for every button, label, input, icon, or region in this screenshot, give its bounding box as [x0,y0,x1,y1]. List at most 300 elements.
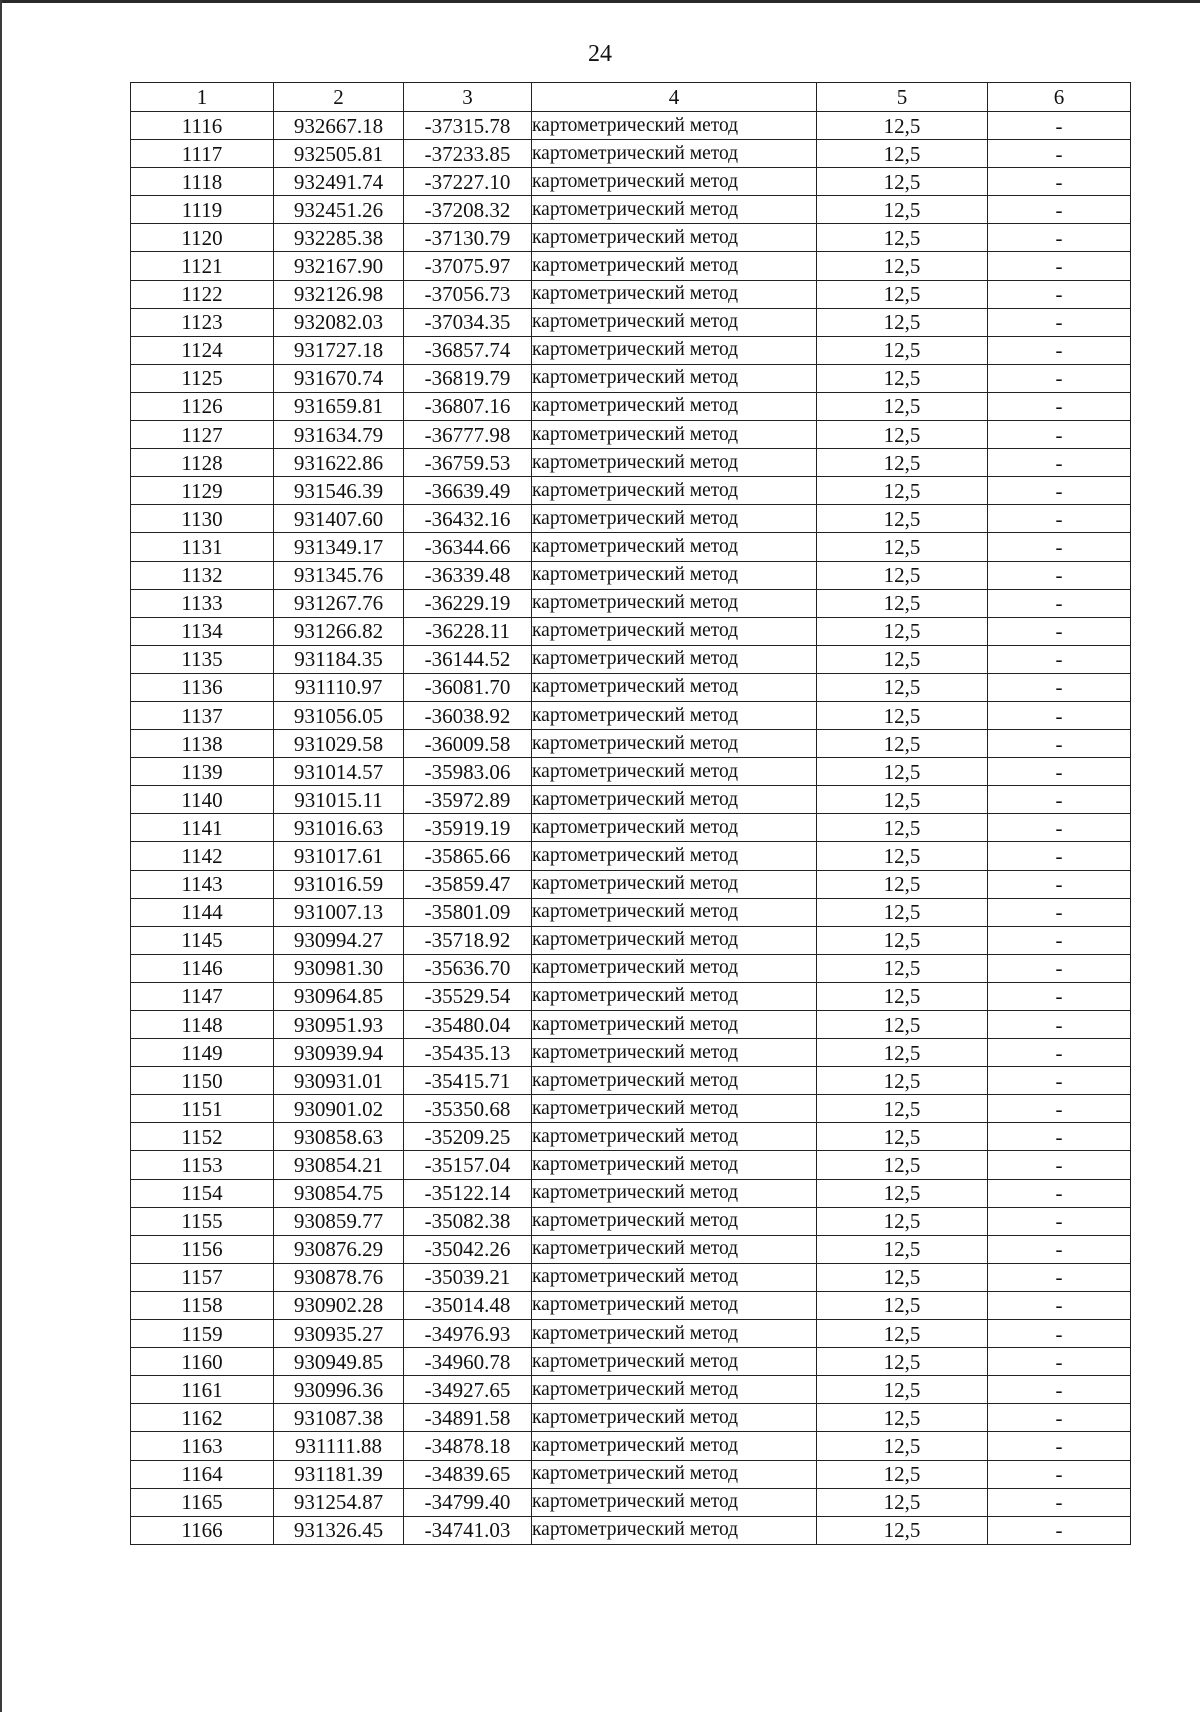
table-row [131,561,1131,589]
cell-note: - [988,1348,1131,1376]
cell-x-coordinate: 932491.74 [274,168,404,196]
cell-method: картометрический метод [532,280,817,308]
cell-accuracy: 12,5 [817,589,988,617]
cell-y-coordinate: -35415.71 [404,1067,532,1095]
cell-note: - [988,758,1131,786]
cell-accuracy: 12,5 [817,617,988,645]
table-row [131,421,1131,449]
cell-note: - [988,1095,1131,1123]
table-header [131,83,1131,112]
cell-point-number: 1129 [131,477,274,505]
cell-x-coordinate: 931659.81 [274,392,404,420]
cell-method: картометрический метод [532,1123,817,1151]
table-row [131,1235,1131,1263]
table-row [131,477,1131,505]
coordinates-table [130,82,1131,1545]
cell-accuracy: 12,5 [817,814,988,842]
cell-x-coordinate: 932167.90 [274,252,404,280]
column-header-3: 3 [404,83,532,112]
cell-method: картометрический метод [532,870,817,898]
table-row [131,1488,1131,1516]
cell-point-number: 1147 [131,982,274,1010]
cell-accuracy: 12,5 [817,645,988,673]
table-row [131,1011,1131,1039]
header-row [131,83,1131,112]
cell-method: картометрический метод [532,645,817,673]
cell-accuracy: 12,5 [817,1291,988,1319]
cell-point-number: 1137 [131,701,274,729]
cell-note: - [988,505,1131,533]
cell-note: - [988,926,1131,954]
cell-y-coordinate: -34799.40 [404,1488,532,1516]
cell-method: картометрический метод [532,673,817,701]
cell-x-coordinate: 930951.93 [274,1011,404,1039]
cell-y-coordinate: -35801.09 [404,898,532,926]
cell-y-coordinate: -36759.53 [404,449,532,477]
cell-note: - [988,617,1131,645]
cell-accuracy: 12,5 [817,1488,988,1516]
column-header-4: 4 [532,83,817,112]
cell-point-number: 1116 [131,112,274,140]
cell-method: картометрический метод [532,758,817,786]
cell-y-coordinate: -37233.85 [404,140,532,168]
cell-accuracy: 12,5 [817,1039,988,1067]
cell-note: - [988,1151,1131,1179]
cell-method: картометрический метод [532,1151,817,1179]
cell-note: - [988,870,1131,898]
cell-method: картометрический метод [532,252,817,280]
cell-accuracy: 12,5 [817,1516,988,1544]
cell-point-number: 1162 [131,1404,274,1432]
cell-note: - [988,730,1131,758]
table-row [131,1348,1131,1376]
cell-y-coordinate: -35039.21 [404,1263,532,1291]
cell-x-coordinate: 931345.76 [274,561,404,589]
cell-method: картометрический метод [532,589,817,617]
cell-accuracy: 12,5 [817,842,988,870]
cell-method: картометрический метод [532,1516,817,1544]
table-row [131,1460,1131,1488]
cell-method: картометрический метод [532,392,817,420]
cell-x-coordinate: 930859.77 [274,1207,404,1235]
cell-method: картометрический метод [532,926,817,954]
cell-note: - [988,842,1131,870]
cell-note: - [988,1179,1131,1207]
cell-method: картометрический метод [532,1291,817,1319]
cell-point-number: 1143 [131,870,274,898]
cell-method: картометрический метод [532,308,817,336]
cell-note: - [988,1320,1131,1348]
cell-x-coordinate: 931111.88 [274,1432,404,1460]
cell-x-coordinate: 931727.18 [274,336,404,364]
cell-y-coordinate: -36038.92 [404,701,532,729]
cell-note: - [988,140,1131,168]
table-row [131,1404,1131,1432]
cell-x-coordinate: 931056.05 [274,701,404,729]
cell-x-coordinate: 930949.85 [274,1348,404,1376]
cell-method: картометрический метод [532,533,817,561]
cell-x-coordinate: 932667.18 [274,112,404,140]
cell-y-coordinate: -35529.54 [404,982,532,1010]
cell-method: картометрический метод [532,477,817,505]
cell-point-number: 1139 [131,758,274,786]
cell-accuracy: 12,5 [817,1460,988,1488]
cell-point-number: 1136 [131,673,274,701]
cell-accuracy: 12,5 [817,421,988,449]
cell-note: - [988,561,1131,589]
cell-y-coordinate: -34839.65 [404,1460,532,1488]
cell-note: - [988,336,1131,364]
cell-point-number: 1133 [131,589,274,617]
table-row [131,112,1131,140]
cell-y-coordinate: -35865.66 [404,842,532,870]
cell-method: картометрический метод [532,336,817,364]
cell-x-coordinate: 931015.11 [274,786,404,814]
cell-point-number: 1163 [131,1432,274,1460]
table-row [131,870,1131,898]
cell-x-coordinate: 930939.94 [274,1039,404,1067]
cell-note: - [988,1376,1131,1404]
cell-method: картометрический метод [532,1011,817,1039]
cell-y-coordinate: -35122.14 [404,1179,532,1207]
cell-note: - [988,449,1131,477]
cell-accuracy: 12,5 [817,561,988,589]
cell-accuracy: 12,5 [817,1095,988,1123]
cell-x-coordinate: 931267.76 [274,589,404,617]
cell-method: картометрический метод [532,421,817,449]
cell-accuracy: 12,5 [817,252,988,280]
cell-accuracy: 12,5 [817,196,988,224]
cell-method: картометрический метод [532,168,817,196]
cell-method: картометрический метод [532,617,817,645]
cell-x-coordinate: 931016.59 [274,870,404,898]
cell-accuracy: 12,5 [817,701,988,729]
cell-method: картометрический метод [532,1320,817,1348]
cell-x-coordinate: 931087.38 [274,1404,404,1432]
cell-x-coordinate: 930854.75 [274,1179,404,1207]
cell-point-number: 1123 [131,308,274,336]
cell-accuracy: 12,5 [817,505,988,533]
cell-method: картометрический метод [532,1404,817,1432]
table-row [131,589,1131,617]
table-row [131,1151,1131,1179]
cell-x-coordinate: 930994.27 [274,926,404,954]
scan-edge-left [0,0,2,1712]
cell-method: картометрический метод [532,1207,817,1235]
cell-y-coordinate: -37056.73 [404,280,532,308]
cell-note: - [988,364,1131,392]
cell-x-coordinate: 932505.81 [274,140,404,168]
cell-note: - [988,898,1131,926]
cell-accuracy: 12,5 [817,140,988,168]
table-row [131,673,1131,701]
table-row [131,898,1131,926]
cell-note: - [988,1432,1131,1460]
cell-note: - [988,814,1131,842]
cell-accuracy: 12,5 [817,1151,988,1179]
cell-point-number: 1141 [131,814,274,842]
cell-y-coordinate: -36777.98 [404,421,532,449]
cell-point-number: 1155 [131,1207,274,1235]
cell-x-coordinate: 931349.17 [274,533,404,561]
table-row [131,1179,1131,1207]
cell-accuracy: 12,5 [817,1067,988,1095]
cell-point-number: 1134 [131,617,274,645]
cell-point-number: 1128 [131,449,274,477]
cell-point-number: 1120 [131,224,274,252]
cell-x-coordinate: 932082.03 [274,308,404,336]
cell-point-number: 1149 [131,1039,274,1067]
table-row [131,280,1131,308]
cell-note: - [988,112,1131,140]
cell-note: - [988,786,1131,814]
cell-y-coordinate: -35209.25 [404,1123,532,1151]
table-row [131,814,1131,842]
cell-y-coordinate: -35972.89 [404,786,532,814]
cell-x-coordinate: 931326.45 [274,1516,404,1544]
cell-point-number: 1150 [131,1067,274,1095]
table-row [131,701,1131,729]
cell-point-number: 1154 [131,1179,274,1207]
cell-method: картометрический метод [532,982,817,1010]
cell-note: - [988,589,1131,617]
cell-note: - [988,1263,1131,1291]
cell-method: картометрический метод [532,1095,817,1123]
cell-y-coordinate: -37208.32 [404,196,532,224]
cell-y-coordinate: -36432.16 [404,505,532,533]
cell-accuracy: 12,5 [817,673,988,701]
cell-x-coordinate: 931014.57 [274,758,404,786]
cell-point-number: 1142 [131,842,274,870]
cell-point-number: 1165 [131,1488,274,1516]
cell-note: - [988,1516,1131,1544]
page-number: 24 [588,41,612,67]
cell-y-coordinate: -36081.70 [404,673,532,701]
cell-x-coordinate: 931007.13 [274,898,404,926]
cell-y-coordinate: -35718.92 [404,926,532,954]
cell-y-coordinate: -36229.19 [404,589,532,617]
cell-x-coordinate: 931670.74 [274,364,404,392]
cell-accuracy: 12,5 [817,1404,988,1432]
table-row [131,1432,1131,1460]
cell-y-coordinate: -37130.79 [404,224,532,252]
cell-method: картометрический метод [532,1263,817,1291]
cell-method: картометрический метод [532,730,817,758]
cell-y-coordinate: -36344.66 [404,533,532,561]
table-row [131,1067,1131,1095]
cell-point-number: 1166 [131,1516,274,1544]
cell-y-coordinate: -34878.18 [404,1432,532,1460]
cell-accuracy: 12,5 [817,954,988,982]
cell-note: - [988,1207,1131,1235]
cell-accuracy: 12,5 [817,1263,988,1291]
cell-note: - [988,1011,1131,1039]
cell-point-number: 1118 [131,168,274,196]
cell-accuracy: 12,5 [817,786,988,814]
cell-method: картометрический метод [532,701,817,729]
cell-x-coordinate: 932285.38 [274,224,404,252]
cell-point-number: 1121 [131,252,274,280]
table-row [131,364,1131,392]
cell-note: - [988,1039,1131,1067]
cell-y-coordinate: -36228.11 [404,617,532,645]
table-row [131,954,1131,982]
cell-x-coordinate: 931181.39 [274,1460,404,1488]
cell-x-coordinate: 930964.85 [274,982,404,1010]
table-row [131,449,1131,477]
table-row [131,1291,1131,1319]
cell-method: картометрический метод [532,1348,817,1376]
cell-y-coordinate: -35480.04 [404,1011,532,1039]
cell-method: картометрический метод [532,1179,817,1207]
cell-y-coordinate: -35983.06 [404,758,532,786]
column-header-6: 6 [988,83,1131,112]
cell-y-coordinate: -35157.04 [404,1151,532,1179]
cell-y-coordinate: -36144.52 [404,645,532,673]
cell-point-number: 1159 [131,1320,274,1348]
cell-accuracy: 12,5 [817,336,988,364]
cell-note: - [988,168,1131,196]
cell-point-number: 1126 [131,392,274,420]
cell-accuracy: 12,5 [817,758,988,786]
cell-accuracy: 12,5 [817,1179,988,1207]
cell-point-number: 1145 [131,926,274,954]
cell-note: - [988,954,1131,982]
cell-accuracy: 12,5 [817,280,988,308]
cell-note: - [988,308,1131,336]
cell-x-coordinate: 931029.58 [274,730,404,758]
cell-note: - [988,673,1131,701]
cell-x-coordinate: 930981.30 [274,954,404,982]
table-row [131,140,1131,168]
cell-y-coordinate: -36639.49 [404,477,532,505]
cell-note: - [988,477,1131,505]
cell-x-coordinate: 932451.26 [274,196,404,224]
cell-accuracy: 12,5 [817,364,988,392]
table-row [131,308,1131,336]
cell-point-number: 1144 [131,898,274,926]
cell-point-number: 1160 [131,1348,274,1376]
table-row [131,505,1131,533]
cell-accuracy: 12,5 [817,1348,988,1376]
cell-y-coordinate: -36807.16 [404,392,532,420]
cell-y-coordinate: -37227.10 [404,168,532,196]
table-row [131,1039,1131,1067]
cell-note: - [988,1123,1131,1151]
cell-point-number: 1132 [131,561,274,589]
cell-x-coordinate: 931254.87 [274,1488,404,1516]
cell-accuracy: 12,5 [817,1432,988,1460]
cell-accuracy: 12,5 [817,1376,988,1404]
table-row [131,730,1131,758]
table-body [131,112,1131,1545]
cell-x-coordinate: 931266.82 [274,617,404,645]
cell-accuracy: 12,5 [817,1123,988,1151]
column-header-1: 1 [131,83,274,112]
cell-method: картометрический метод [532,1460,817,1488]
cell-method: картометрический метод [532,1067,817,1095]
cell-point-number: 1148 [131,1011,274,1039]
cell-point-number: 1117 [131,140,274,168]
cell-accuracy: 12,5 [817,533,988,561]
cell-x-coordinate: 930876.29 [274,1235,404,1263]
cell-x-coordinate: 930901.02 [274,1095,404,1123]
table-row [131,617,1131,645]
cell-x-coordinate: 931407.60 [274,505,404,533]
table-row [131,1207,1131,1235]
cell-note: - [988,1488,1131,1516]
cell-y-coordinate: -34976.93 [404,1320,532,1348]
cell-method: картометрический метод [532,140,817,168]
table-row [131,842,1131,870]
cell-point-number: 1125 [131,364,274,392]
table-row [131,982,1131,1010]
cell-y-coordinate: -35919.19 [404,814,532,842]
cell-x-coordinate: 932126.98 [274,280,404,308]
cell-y-coordinate: -35859.47 [404,870,532,898]
table-row [131,1263,1131,1291]
table-row [131,1376,1131,1404]
cell-accuracy: 12,5 [817,392,988,420]
cell-y-coordinate: -35082.38 [404,1207,532,1235]
cell-point-number: 1135 [131,645,274,673]
cell-accuracy: 12,5 [817,982,988,1010]
cell-accuracy: 12,5 [817,730,988,758]
cell-x-coordinate: 931110.97 [274,673,404,701]
table-row [131,533,1131,561]
cell-y-coordinate: -35435.13 [404,1039,532,1067]
cell-method: картометрический метод [532,1488,817,1516]
cell-note: - [988,280,1131,308]
cell-method: картометрический метод [532,505,817,533]
cell-accuracy: 12,5 [817,308,988,336]
cell-method: картометрический метод [532,954,817,982]
cell-point-number: 1158 [131,1291,274,1319]
table-row [131,1123,1131,1151]
cell-accuracy: 12,5 [817,926,988,954]
cell-method: картометрический метод [532,1235,817,1263]
cell-y-coordinate: -37315.78 [404,112,532,140]
cell-point-number: 1156 [131,1235,274,1263]
cell-method: картометрический метод [532,224,817,252]
cell-accuracy: 12,5 [817,1207,988,1235]
cell-accuracy: 12,5 [817,1235,988,1263]
cell-point-number: 1153 [131,1151,274,1179]
cell-y-coordinate: -34960.78 [404,1348,532,1376]
table-row [131,1320,1131,1348]
cell-x-coordinate: 931016.63 [274,814,404,842]
cell-y-coordinate: -34891.58 [404,1404,532,1432]
cell-point-number: 1140 [131,786,274,814]
cell-note: - [988,1067,1131,1095]
cell-accuracy: 12,5 [817,1011,988,1039]
cell-x-coordinate: 931634.79 [274,421,404,449]
cell-point-number: 1130 [131,505,274,533]
cell-note: - [988,645,1131,673]
cell-method: картометрический метод [532,898,817,926]
cell-note: - [988,1404,1131,1432]
cell-x-coordinate: 931184.35 [274,645,404,673]
column-header-5: 5 [817,83,988,112]
table-row [131,926,1131,954]
cell-point-number: 1131 [131,533,274,561]
cell-y-coordinate: -36339.48 [404,561,532,589]
table-row [131,392,1131,420]
cell-x-coordinate: 930996.36 [274,1376,404,1404]
scan-edge-top [0,0,1200,3]
cell-note: - [988,392,1131,420]
table-row [131,252,1131,280]
